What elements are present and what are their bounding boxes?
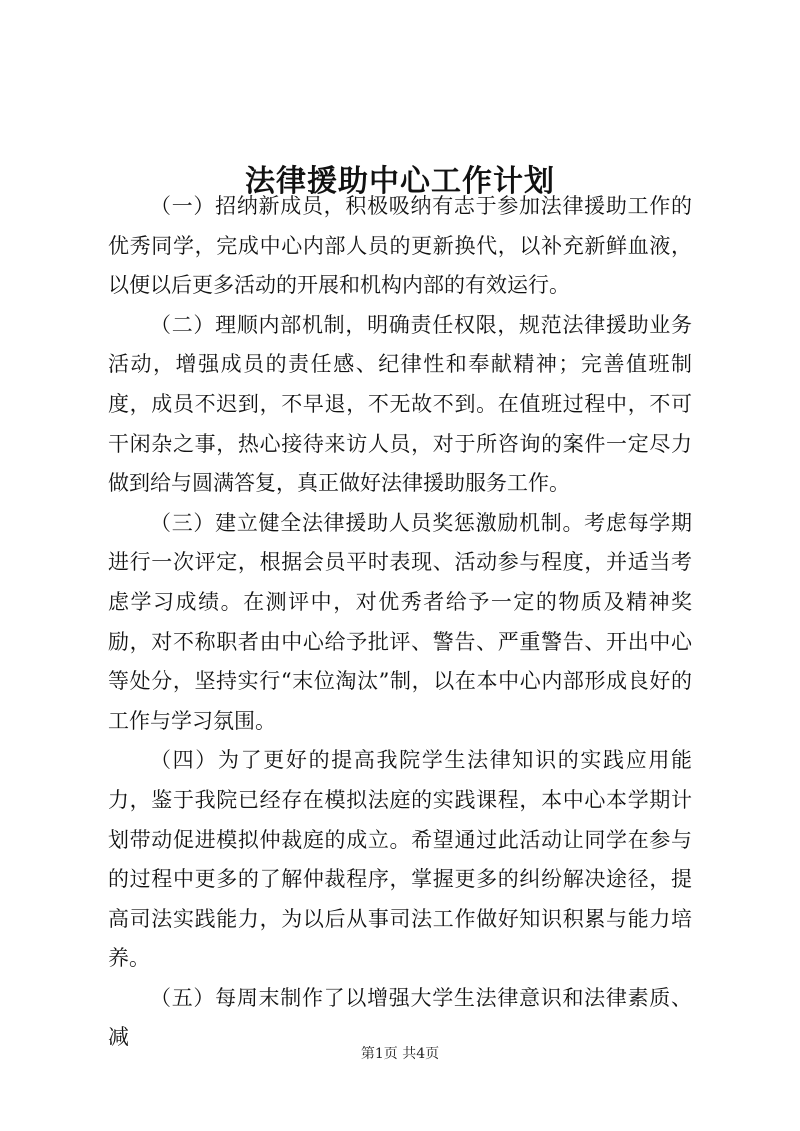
page-footer: 第1页 共4页 bbox=[360, 1046, 440, 1062]
paragraph-2: （二）理顺内部机制，明确责任权限，规范法律援助业务活动，增强成员的责任感、纪律性和奉献精神；完善值班制度，成员不迟到，不早退，不无故不到。在值班过程中，不可干闲杂之事，热心接待来访人员，对于所咨询的案件一定尽力做到给与圆满答复，真正做好法律援助服务工作。 bbox=[108, 312, 692, 496]
paragraph-5: （五）每周末制作了以增强大学生法律意识和法律素质、减 bbox=[108, 985, 692, 1050]
paragraph-3: （三）建立健全法律援助人员奖惩激励机制。考虑每学期进行一次评定，根据会员平时表现、活动参与程度，并适当考虑学习成绩。在测评中，对优秀者给予一定的物质及精神奖励，对不称职者由中心给予批评、警告、严重警告、开出中心等处分，坚持实行“末位淘汰”制，以在本中心内部形成良好的工作与学习氛围。 bbox=[108, 510, 692, 733]
page-title: 法律援助中心工作计划 bbox=[245, 164, 555, 200]
paragraph-1: （一）招纳新成员，积极吸纳有志于参加法律援助工作的优秀同学，完成中心内部人员的更新换代，以补充新鲜血液，以便以后更多活动的开展和机构内部的有效运行。 bbox=[108, 194, 692, 298]
document-body bbox=[108, 187, 692, 1058]
paragraph-4: （四）为了更好的提高我院学生法律知识的实践应用能力，鉴于我院已经存在模拟法庭的实践课程，本中心本学期计划带动促进模拟仲裁庭的成立。希望通过此活动让同学在参与的过程中更多的了解仲裁程序，掌握更多的纠纷解决途径，提高司法实践能力，为以后从事司法工作做好知识积累与能力培养。 bbox=[108, 748, 692, 971]
